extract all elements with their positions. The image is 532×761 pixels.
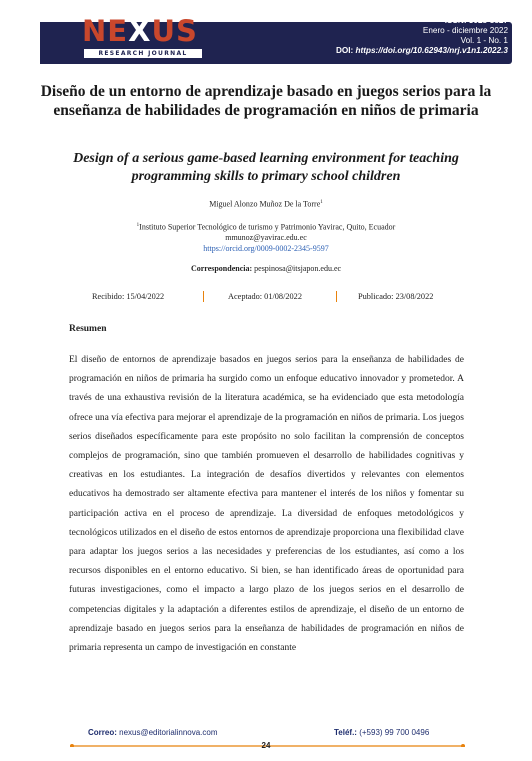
volume: Vol. 1 - No. 1	[460, 36, 508, 45]
accepted-date: Aceptado: 01/08/2022	[228, 292, 302, 301]
journal-info	[336, 16, 508, 56]
doi-label: DOI:	[335, 46, 354, 55]
abstract-text: El diseño de entornos de aprendizaje basados en juegos serios para la enseñanza de habilidades de programación en niños de primaria ha surgido como un enfoque educativo innovador y prometedor. A través de una exhaustiva revisión de la literatura académica, se ha evidenciado que esta metodología ofrece una vía efectiva para mejorar el aprendizaje de la programación en niños de primaria. Los juegos serios diseñados específicamente para este propósito no solo facilitan la comprensión de conceptos complejos de programación, sino que también promueven el desarrollo de habilidades cognitivas y creativas en los estudiantes. La integración de desafíos divertidos y relevantes con elementos educativos ha demostrado ser altamente efectiva para mantener el interés de los niños y fomentar su participación activa en el proceso de aprendizaje. La diversidad de enfoques metodológicos y tecnológicos utilizados en el diseño de estos entornos de aprendizaje proporciona una flexibilidad clave para adaptar los juegos serios a las necesidades y preferencias de los estudiantes, así como a los recursos disponibles en el entorno educativo. Si bien, se han identificado áreas de oportunidad para futuras investigaciones, como el impacto a largo plazo de los juegos serios en el desarrollo de competencias digitales y la adaptación a diferentes estilos de aprendizaje, el diseño de un entorno de aprendizaje basado en juegos serios para la enseñanza de habilidades de programación en niños de primaria representa un campo de investigación en constante	[69, 355, 464, 654]
doi-link[interactable]: https://doi.org/10.62943/nrj.v1n1.2022.3	[355, 46, 508, 55]
correspondence	[0, 264, 532, 274]
footer-email	[88, 728, 218, 738]
page-number: 24	[261, 741, 271, 750]
date-separator	[203, 291, 204, 302]
title-spanish: Diseño de un entorno de aprendizaje basado en juegos serios para la enseñanza de habilidades de programación en niños de primaria	[40, 83, 492, 119]
period: Enero - diciembre 2022	[422, 26, 508, 35]
author-email[interactable]: mmunoz@yavirac.edu.ec	[225, 233, 307, 243]
footer-email-value[interactable]: nexus@editorialinnova.com	[119, 728, 218, 737]
doi-line[interactable]	[336, 46, 508, 56]
published-date: Publicado: 23/08/2022	[358, 292, 434, 301]
affiliation-block	[0, 221, 532, 254]
correspondence-label: Correspondencia:	[190, 264, 253, 273]
title-english: Design of a serious game-based learning environment for teaching programming skills to primary school children	[73, 151, 459, 184]
footer-phone-label: Teléf.:	[334, 728, 357, 737]
affiliation	[0, 221, 532, 233]
orcid-link[interactable]: https://orcid.org/0009-0002-2345-9597	[203, 243, 329, 253]
journal-logo	[82, 14, 232, 64]
correspondence-email[interactable]: pespinosa@itsjapon.edu.ec	[254, 264, 342, 273]
article-dates	[40, 290, 492, 304]
author-sup: 1	[320, 200, 323, 205]
logo-wordmark: NEXUS	[82, 14, 198, 48]
affiliation-sup: 1	[136, 223, 140, 228]
received-date: Recibido: 15/04/2022	[92, 292, 165, 301]
journal-header	[0, 0, 532, 68]
author-name: Miguel Alonzo Muñoz De la Torre	[209, 199, 321, 209]
logo-subtitle: RESEARCH JOURNAL	[84, 49, 202, 58]
date-separator	[336, 291, 337, 302]
footer-phone-value: (+593) 99 700 0496	[359, 728, 430, 737]
author	[0, 198, 532, 210]
issn: ISSN: 3028-8827	[444, 16, 508, 25]
footer-email-label: Correo:	[88, 728, 117, 737]
footer-phone	[334, 728, 429, 738]
affiliation-text: Instituto Superior Tecnológico de turismo y Patrimonio Yavirac, Quito, Ecuador	[139, 222, 396, 232]
abstract-heading: Resumen	[69, 324, 107, 334]
